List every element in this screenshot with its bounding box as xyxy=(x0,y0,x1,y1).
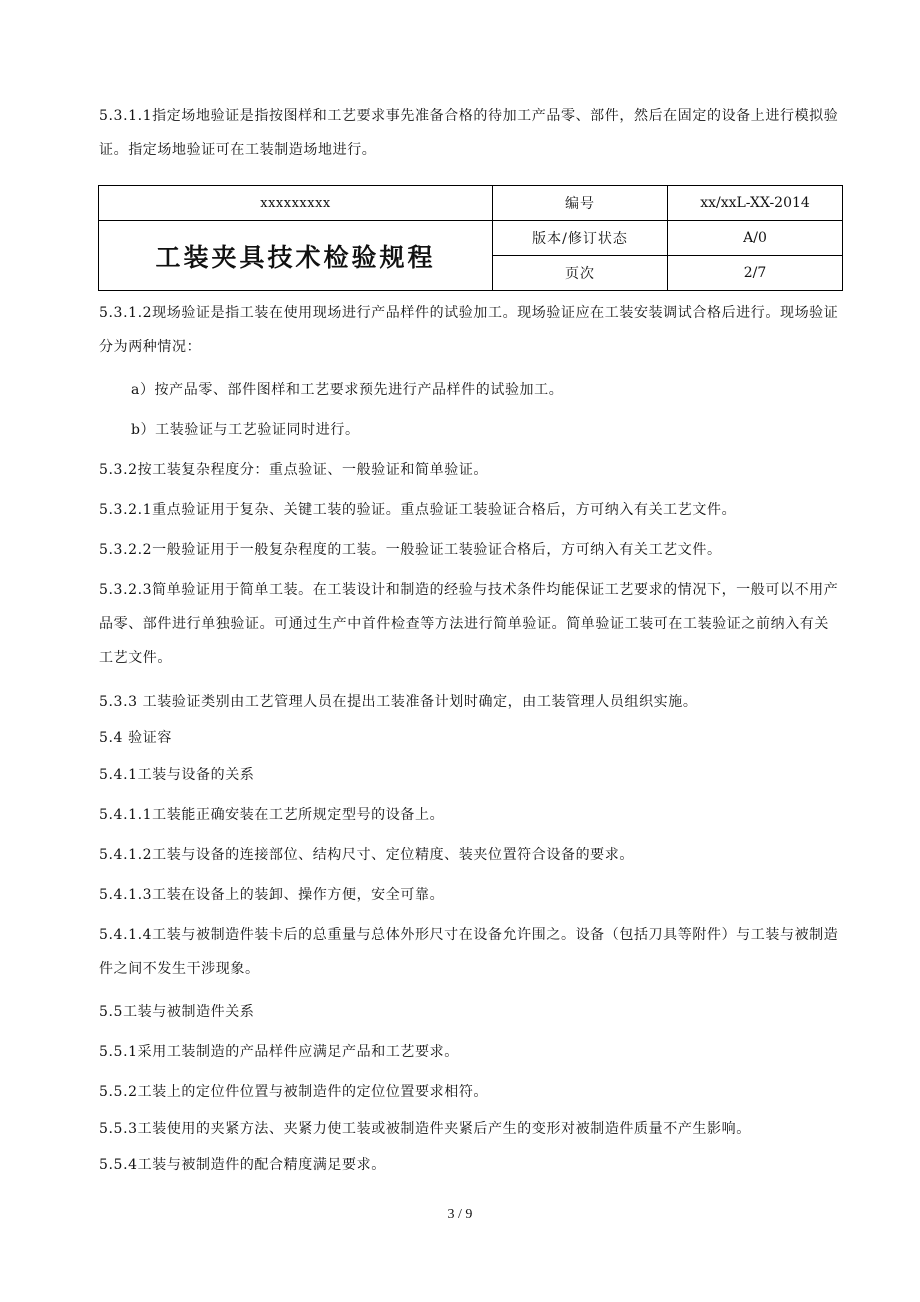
paragraph-5-4-1-3: 5.4.1.3工装在设备上的装卸、操作方便，安全可靠。 xyxy=(99,887,445,903)
list-item-a: a）按产品零、部件图样和工艺要求预先进行产品样件的试验加工。 xyxy=(131,382,564,398)
paragraph-5-3-1-1: 5.3.1.1指定场地验证是指按图样和工艺要求事先准备合格的待加工产品零、部件，然后在固定的设备上进行模拟验证。指定场地验证可在工装制造场地进行。 xyxy=(99,108,839,158)
paragraph-5-4-1-4: 5.4.1.4工装与被制造件装卡后的总重量与总体外形尺寸在设备允许围之。设备（包括刀具等附件）与工装与被制造件之间不发生干涉现象。 xyxy=(99,927,839,977)
section-5-4-heading: 5.4 验证容 xyxy=(99,730,172,746)
paragraph-5-4-1-1: 5.4.1.1工装能正确安装在工艺所规定型号的设备上。 xyxy=(99,807,445,823)
paragraph-5-3-2: 5.3.2按工装复杂程度分：重点验证、一般验证和简单验证。 xyxy=(99,462,489,478)
page-label-cell: 页次 xyxy=(493,256,668,291)
number-value-cell: xx/xxL-XX-2014 xyxy=(668,186,843,221)
list-item-b: b）工装验证与工艺验证同时进行。 xyxy=(131,422,360,438)
paragraph-5-5-2: 5.5.2工装上的定位件位置与被制造件的定位位置要求相符。 xyxy=(99,1084,489,1100)
paragraph-5-4-1-2: 5.4.1.2工装与设备的连接部位、结构尺寸、定位精度、装夹位置符合设备的要求。 xyxy=(99,847,634,863)
section-5-5-heading: 5.5工装与被制造件关系 xyxy=(99,1004,255,1020)
paragraph-5-3-2-3: 5.3.2.3简单验证用于简单工装。在工装设计和制造的经验与技术条件均能保证工艺要求的情况下，一般可以不用产品零、部件进行单独验证。可通过生产中首件检查等方法进行简单验证。简单验证工装可在工装验证之前纳入有关工艺文件。 xyxy=(99,582,839,666)
paragraph-5-3-2-1: 5.3.2.1重点验证用于复杂、关键工装的验证。重点验证工装验证合格后，方可纳入有关工艺文件。 xyxy=(99,502,737,518)
version-label-cell: 版本/修订状态 xyxy=(493,221,668,256)
paragraph-5-5-4: 5.5.4工装与被制造件的配合精度满足要求。 xyxy=(99,1157,386,1173)
paragraph-5-5-1: 5.5.1采用工装制造的产品样件应满足产品和工艺要求。 xyxy=(99,1044,459,1060)
page-number: 3 / 9 xyxy=(447,1207,473,1222)
section-5-4-1-heading: 5.4.1工装与设备的关系 xyxy=(99,767,255,783)
document-title-cell: 工装夹具技术检验规程 xyxy=(99,221,493,291)
number-label-cell: 编号 xyxy=(493,186,668,221)
paragraph-5-5-3: 5.5.3工装使用的夹紧方法、夹紧力使工装或被制造件夹紧后产生的变形对被制造件质量不产生影响。 xyxy=(99,1121,751,1137)
page-value-cell: 2/7 xyxy=(668,256,843,291)
document-header-table xyxy=(98,185,843,291)
company-name-cell: xxxxxxxxx xyxy=(99,186,493,221)
paragraph-5-3-3: 5.3.3 工装验证类别由工艺管理人员在提出工装准备计划时确定，由工装管理人员组织实施。 xyxy=(99,694,698,710)
paragraph-5-3-2-2: 5.3.2.2一般验证用于一般复杂程度的工装。一般验证工装验证合格后，方可纳入有关工艺文件。 xyxy=(99,542,722,558)
version-value-cell: A/0 xyxy=(668,221,843,256)
paragraph-5-3-1-2: 5.3.1.2现场验证是指工装在使用现场进行产品样件的试验加工。现场验证应在工装安装调试合格后进行。现场验证分为两种情况： xyxy=(99,305,839,355)
